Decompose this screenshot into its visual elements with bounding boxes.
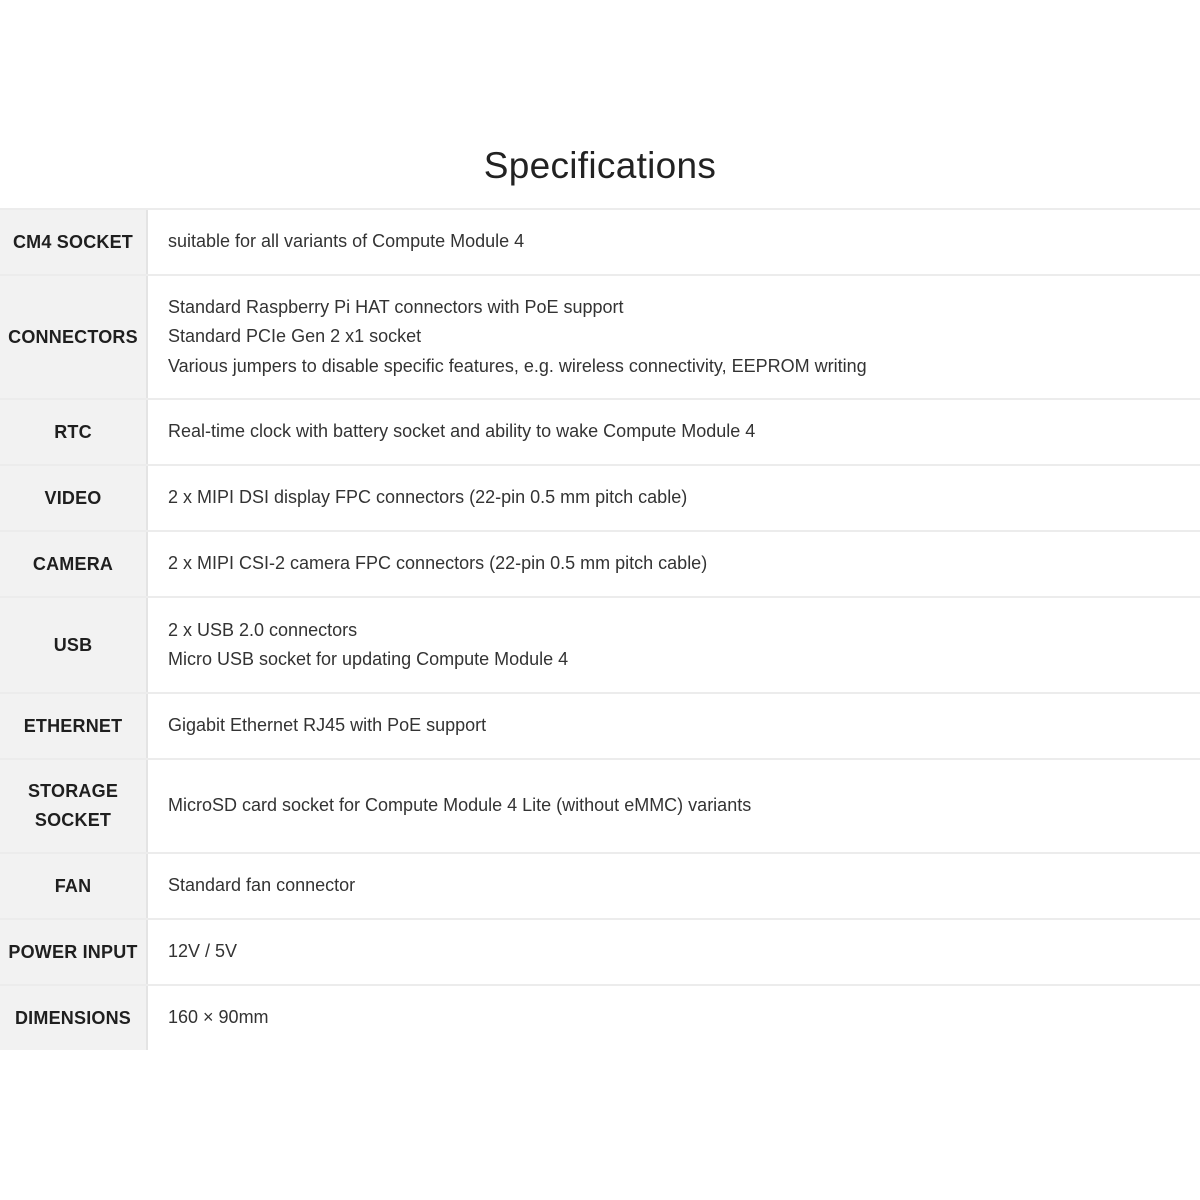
spec-value-line: Micro USB socket for updating Compute Module 4 — [168, 649, 569, 669]
spec-label: VIDEO — [0, 466, 148, 530]
spec-value — [148, 598, 1200, 692]
spec-row-usb — [0, 598, 1200, 694]
spec-row-video — [0, 466, 1200, 532]
spec-value — [148, 760, 1200, 852]
spec-value — [148, 694, 1200, 758]
spec-value-line: Standard Raspberry Pi HAT connectors with PoE support — [168, 296, 624, 317]
spec-row-power-input — [0, 920, 1200, 986]
spec-label-line: SOCKET — [34, 810, 112, 830]
spec-label: RTC — [0, 400, 148, 464]
spec-label: CM4 SOCKET — [0, 210, 148, 274]
spec-value-line: 2 x MIPI DSI display FPC connectors (22-pin 0.5 mm pitch cable) — [168, 487, 688, 508]
spec-value-line: 12V / 5V — [168, 941, 238, 962]
spec-value-line: Gigabit Ethernet RJ45 with PoE support — [168, 715, 487, 736]
spec-label: CONNECTORS — [0, 276, 148, 398]
spec-row-dimensions — [0, 986, 1200, 1050]
spec-value — [148, 986, 1200, 1050]
spec-label — [0, 760, 148, 852]
spec-label: POWER INPUT — [0, 920, 148, 984]
spec-value — [148, 532, 1200, 596]
spec-row-fan — [0, 854, 1200, 920]
spec-value-line: MicroSD card socket for Compute Module 4 Lite (without eMMC) variants — [168, 795, 752, 816]
spec-label: CAMERA — [0, 532, 148, 596]
spec-value — [148, 920, 1200, 984]
spec-value-line: Various jumpers to disable specific features, e.g. wireless connectivity, EEPROM writing — [168, 355, 867, 376]
spec-label-line: STORAGE — [27, 781, 119, 801]
spec-value-line: Standard PCIe Gen 2 x1 socket — [168, 326, 422, 347]
spec-label: FAN — [0, 854, 148, 918]
spec-row-camera — [0, 532, 1200, 598]
spec-value-line: 2 x MIPI CSI-2 camera FPC connectors (22-pin 0.5 mm pitch cable) — [168, 553, 708, 574]
spec-value — [148, 854, 1200, 918]
spec-row-connectors — [0, 276, 1200, 400]
spec-row-storage-socket — [0, 760, 1200, 854]
spec-value-line: Real-time clock with battery socket and ability to wake Compute Module 4 — [168, 421, 756, 442]
spec-value — [148, 400, 1200, 464]
spec-value-line: Standard fan connector — [168, 875, 356, 896]
spec-value — [148, 210, 1200, 274]
spec-value — [148, 466, 1200, 530]
spec-row-ethernet — [0, 694, 1200, 760]
spec-label: USB — [0, 598, 148, 692]
spec-value-line: suitable for all variants of Compute Module 4 — [168, 231, 525, 252]
spec-row-rtc — [0, 400, 1200, 466]
spec-label: DIMENSIONS — [0, 986, 148, 1050]
spec-value-line: 2 x USB 2.0 connectors — [168, 619, 358, 640]
spec-value-line: 160 × 90mm — [168, 1007, 269, 1028]
specifications-table — [0, 208, 1200, 1050]
page-title: Specifications — [483, 145, 717, 186]
spec-value — [148, 276, 1200, 398]
spec-row-cm4-socket — [0, 210, 1200, 276]
spec-label: ETHERNET — [0, 694, 148, 758]
